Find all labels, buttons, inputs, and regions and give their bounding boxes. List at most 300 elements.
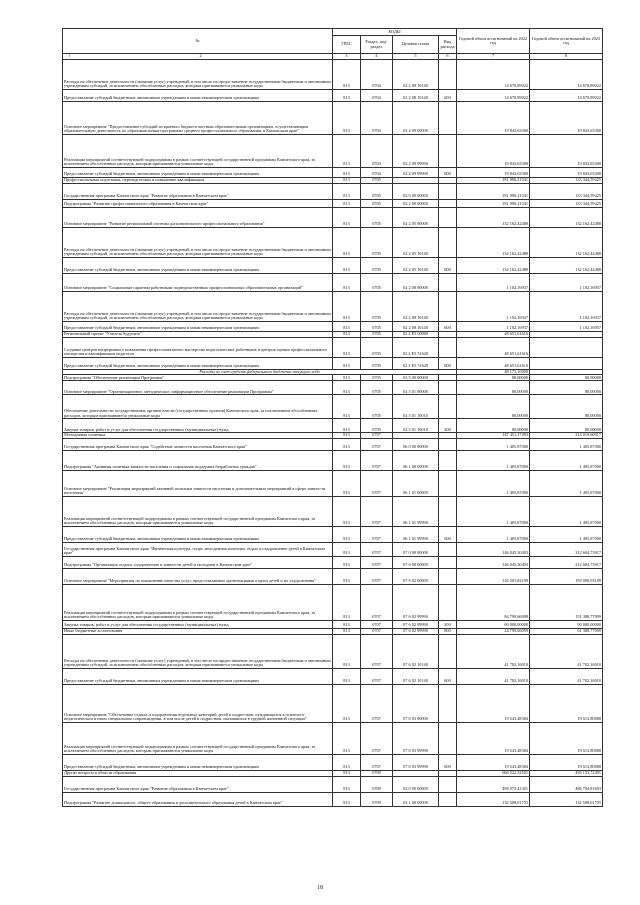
row-amount-2023: 133 344,59425 [530, 183, 603, 199]
row-amount-2022: 48 651,61616 [457, 331, 530, 337]
row-amount-2023: 1 405,87000 [530, 526, 603, 542]
row-grbs: 813 [333, 227, 361, 257]
row-name: Предоставление субсидий бюджетным, автономным учреждениям и иным некоммерческим организациям [63, 357, 333, 369]
row-grbs: 813 [333, 542, 361, 556]
row-name: Реализация мероприятий соответствующей подпрограммы в рамках соответствующей государственной программы Камчатского края, за исключением обособленных расходов, которым присваиваются уникальные коды [63, 134, 333, 167]
row-section: 0707 [361, 496, 393, 526]
row-amount-2022: 48 651,61616 [457, 337, 530, 357]
row-grbs: 813 [333, 470, 361, 496]
row-expense-type: 200 [439, 419, 457, 433]
row-amount-2023: 80,00000 [530, 381, 603, 395]
row-target-article: 02 2 09 99990 [393, 167, 439, 177]
row-amount-2023: 495 153,72491 [530, 770, 603, 776]
row-amount-2022: 80,00000 [457, 381, 530, 395]
header-expense-type: Вид расхода [439, 36, 457, 54]
row-target-article: 06 1 01 99990 [393, 496, 439, 526]
row-name: Подпрограмма "Обеспечение реализации Программы" [63, 375, 333, 381]
row-amount-2022: 1 405,87000 [457, 450, 530, 470]
row-amount-2022: 1 102,16937 [457, 291, 530, 321]
row-target-article: 02 5 01 10010 [393, 419, 439, 433]
row-amount-2022: 84 799,66099 [457, 584, 530, 620]
column-number: 4 [361, 54, 393, 60]
row-expense-type [439, 227, 457, 257]
row-amount-2023: 19 843,63300 [530, 134, 603, 167]
row-amount-2023: 14 670,89022 [530, 59, 603, 89]
row-section: 0705 [361, 321, 393, 331]
row-section: 0705 [361, 177, 393, 183]
row-expense-type [439, 101, 457, 134]
row-name: Подпрограмма "Организация отдыха, оздоровления и занятости детей и молодежи в Камчатском крае" [63, 556, 333, 568]
row-name: Предоставление субсидий бюджетным, автономным учреждениям и иным некоммерческим организациям [63, 89, 333, 101]
row-target-article: 02 2 00 00000 [393, 199, 439, 207]
table-row [63, 568, 603, 584]
row-section: 0707 [361, 433, 393, 439]
row-section: 0707 [361, 450, 393, 470]
row-name: Расходы на обеспечение деятельности (оказание услуг) учреждений, в том числе на предоставление государственным бюджетным и автономным учреждениям субсидий, за исключением обособленных расходов, которым присваиваются уникальные коды [63, 227, 333, 257]
table-row [63, 273, 603, 291]
row-expense-type: 600 [439, 754, 457, 770]
row-expense-type: 600 [439, 257, 457, 273]
row-name: Предоставление субсидий бюджетным, автономным учреждениям и иным некоммерческим организациям [63, 257, 333, 273]
row-grbs: 813 [333, 167, 361, 177]
row-section: 0707 [361, 556, 393, 568]
row-name: Профессиональная подготовка, переподготовка и повышение квалификации [63, 177, 333, 183]
header-2023: Годовой объем ассигнований на 2023 год [530, 29, 603, 54]
row-name: Иные бюджетные ассигнования [63, 628, 333, 634]
row-grbs: 813 [333, 792, 361, 806]
row-target-article: 07 6 02 10140 [393, 668, 439, 684]
table-row [63, 337, 603, 357]
table-row [63, 134, 603, 167]
row-amount-2022: 1 102,16937 [457, 321, 530, 331]
row-section: 0705 [361, 381, 393, 395]
row-name: Основное мероприятие "Обеспечение отдыха и оздоровления отдельных категорий детей и подростков, нуждающихся в психолого-педагогическом и ином специальном сопровождении, в том числе детей и подростков, оказавшихся в трудной жизненной ситуации" [63, 684, 333, 722]
row-amount-2022: 60 000,00000 [457, 620, 530, 628]
row-amount-2023 [530, 357, 603, 369]
row-amount-2023: 1 102,16937 [530, 273, 603, 291]
budget-table [62, 28, 603, 807]
table-row [63, 754, 603, 770]
row-grbs: 813 [333, 754, 361, 770]
row-amount-2023: 1 405,87000 [530, 470, 603, 496]
row-name: Основное мероприятие "Организационное, методическое, информационное обеспечение реализации Программы" [63, 381, 333, 395]
row-grbs: 813 [333, 770, 361, 776]
row-expense-type [439, 395, 457, 419]
row-section: 0704 [361, 167, 393, 177]
row-amount-2023: 80,00000 [530, 375, 603, 381]
row-expense-type [439, 183, 457, 199]
row-grbs: 813 [333, 776, 361, 792]
table-row [63, 526, 603, 542]
row-section: 0709 [361, 770, 393, 776]
row-section: 0705 [361, 337, 393, 357]
row-section: 0704 [361, 101, 393, 134]
row-amount-2023: 214 010,60917 [530, 433, 603, 439]
row-grbs: 813 [333, 634, 361, 668]
row-target-article: 02 2 05 10140 [393, 257, 439, 273]
header-grbs: ГРБС [333, 36, 361, 54]
row-target-article: 07 6 02 99990 [393, 584, 439, 620]
row-amount-2022: 1 405,87000 [457, 496, 530, 526]
row-amount-2022: 1 102,16937 [457, 273, 530, 291]
row-target-article: 07 0 00 00000 [393, 542, 439, 556]
page-number: 18 [317, 885, 323, 891]
table-row [63, 542, 603, 556]
row-name: Предоставление субсидий бюджетным, автономным учреждениям и иным некоммерческим организациям [63, 321, 333, 331]
row-expense-type [439, 584, 457, 620]
row-amount-2022: 132 508,01755 [457, 792, 530, 806]
row-grbs: 813 [333, 722, 361, 754]
row-amount-2022: 132 162,42488 [457, 207, 530, 227]
budget-sheet [62, 28, 602, 807]
table-row [63, 257, 603, 273]
column-number: 7 [457, 54, 530, 60]
row-expense-type: 600 [439, 89, 457, 101]
table-row [63, 381, 603, 395]
row-target-article: 06 1 01 00000 [393, 470, 439, 496]
table-row [63, 321, 603, 331]
row-section: 0707 [361, 584, 393, 620]
row-amount-2022: 126 501,82109 [457, 568, 530, 584]
row-amount-2022: 41 702,16010 [457, 634, 530, 668]
row-amount-2022: 48 651,61616 [457, 357, 530, 369]
row-amount-2023: 132 162,42488 [530, 227, 603, 257]
row-amount-2023 [530, 337, 603, 357]
row-target-article: 07 6 02 99990 [393, 628, 439, 634]
row-amount-2022: 14 670,89022 [457, 89, 530, 101]
row-name: Предоставление субсидий бюджетным, автономным учреждениям и иным некоммерческим организациям [63, 754, 333, 770]
row-expense-type: 600 [439, 167, 457, 177]
row-target-article: 07 6 00 00000 [393, 556, 439, 568]
table-row [63, 792, 603, 806]
row-expense-type [439, 59, 457, 89]
row-grbs: 813 [333, 496, 361, 526]
note-text: Расходы за счет средств федерального бюджета текущего года [63, 369, 457, 375]
row-expense-type [439, 556, 457, 568]
row-expense-type [439, 199, 457, 207]
row-name: Расходы на обеспечение деятельности (оказание услуг) учреждений, в том числе на предоставление государственным бюджетным и автономным учреждениям субсидий, за исключением обособленных расходов, которым присваиваются уникальные коды [63, 634, 333, 668]
row-grbs: 813 [333, 375, 361, 381]
row-amount-2022: 14 670,89022 [457, 59, 530, 89]
row-grbs: 813 [333, 668, 361, 684]
row-name: Основное мероприятие "Мероприятия по повышению качества услуг, предоставляемых организациями отдыха детей и их оздоровления" [63, 568, 333, 584]
row-name: Реализация мероприятий соответствующей подпрограммы в рамках соответствующей государственной программы Камчатского края, за исключением обособленных расходов, которым присваиваются уникальные коды [63, 722, 333, 754]
row-target-article: 06 1 00 00000 [393, 450, 439, 470]
row-section: 0707 [361, 634, 393, 668]
row-grbs: 813 [333, 568, 361, 584]
header-codes: КОДЫ [333, 29, 457, 36]
row-expense-type [439, 291, 457, 321]
row-grbs: 813 [333, 433, 361, 439]
row-amount-2023: 132 162,42488 [530, 257, 603, 273]
row-name: Реализация мероприятий соответствующей подпрограммы в рамках соответствующей государственной программы Камчатского края, за исключением обособленных расходов, которым присваиваются уникальные коды [63, 584, 333, 620]
row-name: Закупка товаров, работ и услуг для обеспечения государственных (муниципальных) нужд [63, 620, 333, 628]
row-expense-type: 600 [439, 357, 457, 369]
row-name: Основное мероприятие "Предоставление субсидий из краевого бюджета частным образовательным организациям, осуществляющим образовательную деятельность по образовательным программам среднего профессионального образования, в Камчатском крае" [63, 101, 333, 134]
row-amount-2023: 19 513,80808 [530, 754, 603, 770]
row-expense-type [439, 470, 457, 496]
row-grbs: 813 [333, 556, 361, 568]
row-name: Государственная программа Камчатского края "Развитие образования в Камчатском крае" [63, 776, 333, 792]
row-target-article: 07 6 03 00000 [393, 684, 439, 722]
row-name: Основное мероприятие "Развитие региональной системы дополнительного профессионального образования" [63, 207, 333, 227]
row-amount-2022: 1 405,87000 [457, 526, 530, 542]
row-amount-2023: 1 102,16937 [530, 321, 603, 331]
table-row [63, 450, 603, 470]
row-name: Подпрограмма "Развитие дошкольного, общего образования и дополнительного образования детей в Камчатском крае" [63, 792, 333, 806]
row-amount-2022: 146 045,30493 [457, 542, 530, 556]
row-target-article: 02 2 09 99990 [393, 134, 439, 167]
row-expense-type [439, 496, 457, 526]
row-amount-2022: 1 405,87000 [457, 470, 530, 496]
row-grbs: 813 [333, 291, 361, 321]
row-amount-2022: 666 522,32501 [457, 770, 530, 776]
row-section: 0704 [361, 89, 393, 101]
row-target-article: 02 0 00 00000 [393, 183, 439, 199]
row-target-article: 02 2 E5 51620 [393, 357, 439, 369]
row-grbs: 813 [333, 177, 361, 183]
column-number: 5 [393, 54, 439, 60]
table-row [63, 438, 603, 450]
row-section: 0709 [361, 776, 393, 792]
row-name: Закупка товаров, работ и услуг для обеспечения государственных (муниципальных) нужд [63, 419, 333, 433]
row-amount-2023: 151 388,77099 [530, 584, 603, 620]
row-section: 0707 [361, 754, 393, 770]
table-row [63, 584, 603, 620]
row-section: 0707 [361, 722, 393, 754]
row-amount-2022: 19 543,48384 [457, 684, 530, 722]
row-amount-2022: 132 162,42488 [457, 257, 530, 273]
row-grbs: 813 [333, 450, 361, 470]
column-number: 1 [68, 53, 71, 58]
row-amount-2023: 41 702,16010 [530, 668, 603, 684]
row-section: 0707 [361, 542, 393, 556]
column-number: 2 [199, 53, 202, 58]
row-section: 0705 [361, 273, 393, 291]
row-amount-2022: 80,00000 [457, 375, 530, 381]
budget-body [63, 54, 603, 807]
table-row [63, 183, 603, 199]
row-name: Реализация мероприятий соответствующей подпрограммы в рамках соответствующей государственной программы Камчатского края, за исключением обособленных расходов, которым присваиваются уникальные коды [63, 496, 333, 526]
row-grbs: 813 [333, 321, 361, 331]
row-section: 0705 [361, 331, 393, 337]
table-row [63, 419, 603, 433]
row-target-article: 02 2 08 00000 [393, 273, 439, 291]
table-row [63, 59, 603, 89]
row-grbs: 813 [333, 684, 361, 722]
table-row [63, 634, 603, 668]
table-row [63, 620, 603, 628]
table-row [63, 776, 603, 792]
table-row [63, 101, 603, 134]
row-expense-type: 600 [439, 668, 457, 684]
row-amount-2022: 41 702,16010 [457, 668, 530, 684]
row-amount-2023: 132 508,01755 [530, 792, 603, 806]
row-target-article: 02 2 05 10140 [393, 227, 439, 257]
row-amount-2022: 181 996,21041 [457, 183, 530, 199]
row-name: Основное мероприятие "Социальные гарантии работникам подведомственных профессиональных образовательных организаций" [63, 273, 333, 291]
row-grbs: 813 [333, 381, 361, 395]
row-grbs: 813 [333, 331, 361, 337]
header-number: № [63, 29, 333, 54]
row-expense-type [439, 337, 457, 357]
header-target-article: Целевая статья [393, 36, 439, 54]
row-expense-type [439, 438, 457, 450]
row-amount-2022: 19 543,48384 [457, 754, 530, 770]
row-grbs: 813 [333, 207, 361, 227]
row-name: Создание центров непрерывного повышения профессионального мастерства педагогических работников и центров оценки профессионального мастерства и квалификации педагогов [63, 337, 333, 357]
row-expense-type [439, 134, 457, 167]
row-target-article: 02 2 09 00000 [393, 101, 439, 134]
row-amount-2023: 132 162,42488 [530, 207, 603, 227]
row-name: Региональный проект "Учитель будущего" [63, 331, 333, 337]
row-section: 0705 [361, 227, 393, 257]
row-grbs: 813 [333, 584, 361, 620]
row-name: Подпрограмма "Развитие профессионального образования в Камчатском крае" [63, 199, 333, 207]
row-grbs: 813 [333, 357, 361, 369]
row-expense-type: 800 [439, 628, 457, 634]
row-name: Предоставление субсидий бюджетным, автономным учреждениям и иным некоммерческим организациям [63, 526, 333, 542]
row-amount-2023: 14 670,89022 [530, 89, 603, 101]
row-amount-2023: 19 513,80808 [530, 684, 603, 722]
table-row [63, 496, 603, 526]
table-row [63, 357, 603, 369]
row-section: 0704 [361, 59, 393, 89]
row-amount-2022: 132 162,42488 [457, 227, 530, 257]
row-target-article: 02 5 01 00000 [393, 381, 439, 395]
row-amount-2023: 90 000,00000 [530, 620, 603, 628]
row-section: 0705 [361, 257, 393, 273]
row-amount-2022: 19 843,63300 [457, 101, 530, 134]
row-target-article: 06 0 00 00000 [393, 438, 439, 450]
row-expense-type: 600 [439, 321, 457, 331]
row-amount-2023: 133 344,59425 [530, 199, 603, 207]
row-section: 0705 [361, 183, 393, 199]
row-expense-type [439, 722, 457, 754]
row-target-article: 07 6 03 99990 [393, 754, 439, 770]
row-grbs: 813 [333, 101, 361, 134]
row-amount-2022: 19 843,63300 [457, 167, 530, 177]
row-amount-2022: 1 405,87000 [457, 438, 530, 450]
row-expense-type [439, 450, 457, 470]
row-section: 0707 [361, 684, 393, 722]
table-row [63, 291, 603, 321]
row-section: 0705 [361, 291, 393, 321]
column-number: 8 [530, 54, 603, 60]
row-target-article: 02 2 05 00000 [393, 207, 439, 227]
table-row [63, 470, 603, 496]
header-section: Раздел, под- раздел [361, 36, 393, 54]
row-grbs: 813 [333, 59, 361, 89]
row-name: Основное мероприятие "Реализация мероприятий активной политики занятости населения и дополнительных мероприятий в сфере занятости населения" [63, 470, 333, 496]
row-target-article: 02 2 08 10140 [393, 89, 439, 101]
row-amount-2022: 181 996,21041 [457, 177, 530, 183]
row-grbs: 813 [333, 526, 361, 542]
row-amount-2023: 212 604,73917 [530, 542, 603, 556]
row-amount-2022: 181 996,21041 [457, 199, 530, 207]
row-expense-type [439, 207, 457, 227]
row-target-article: 07 6 02 10140 [393, 634, 439, 668]
row-section: 0707 [361, 438, 393, 450]
row-target-article: 02 5 01 10010 [393, 395, 439, 419]
row-amount-2023: 1 102,16937 [530, 291, 603, 321]
row-amount-2023: 19 843,63300 [530, 101, 603, 134]
row-section: 0705 [361, 207, 393, 227]
row-amount-2022: 19 543,48384 [457, 722, 530, 754]
row-amount-2023: 486 704,81693 [530, 776, 603, 792]
table-row [63, 167, 603, 177]
note-amount: 48 173,10000 [457, 369, 530, 375]
row-amount-2022: 498 073,41301 [457, 776, 530, 792]
row-expense-type [439, 634, 457, 668]
row-section: 0707 [361, 526, 393, 542]
row-amount-2023: 133 344,59425 [530, 177, 603, 183]
row-expense-type [439, 381, 457, 395]
row-name: Предоставление субсидий бюджетным, автономным учреждениям и иным некоммерческим организациям [63, 167, 333, 177]
row-target-article: 02 0 00 00000 [393, 776, 439, 792]
row-section: 0707 [361, 668, 393, 684]
row-amount-2022: 24 799,66099 [457, 628, 530, 634]
row-amount-2023: 61 388,77099 [530, 628, 603, 634]
row-section: 0705 [361, 375, 393, 381]
row-amount-2022: 146 045,30493 [457, 556, 530, 568]
row-section: 0704 [361, 134, 393, 167]
row-target-article: 07 6 03 99990 [393, 722, 439, 754]
row-grbs: 813 [333, 438, 361, 450]
row-amount-2023: 19 513,80808 [530, 722, 603, 754]
row-section: 0707 [361, 568, 393, 584]
column-number: 6 [439, 54, 457, 60]
row-section: 0707 [361, 620, 393, 628]
row-amount-2022: 147 451,17493 [457, 433, 530, 439]
row-name: Государственная программа Камчатского края "Физическая культура, спорт, молодежная политика, отдых и оздоровление детей в Камчатском крае" [63, 542, 333, 556]
row-grbs: 813 [333, 395, 361, 419]
row-target-article: 02 2 08 10140 [393, 321, 439, 331]
row-section: 0707 [361, 470, 393, 496]
row-target-article: 07 6 02 00000 [393, 568, 439, 584]
table-row [63, 89, 603, 101]
row-amount-2023: 1 405,87000 [530, 496, 603, 526]
row-section: 0705 [361, 419, 393, 433]
row-amount-2023: 1 405,87000 [530, 438, 603, 450]
row-name: Другие вопросы в области образования [63, 770, 333, 776]
row-name: Подпрограмма "Активная политика занятости населения и социальная поддержка безработных граждан" [63, 450, 333, 470]
row-grbs: 813 [333, 183, 361, 199]
row-expense-type [439, 684, 457, 722]
row-expense-type: 600 [439, 526, 457, 542]
row-target-article: 02 2 E5 00000 [393, 331, 439, 337]
row-target-article: 07 6 02 99990 [393, 620, 439, 628]
row-grbs: 813 [333, 273, 361, 291]
row-amount-2023: 80,00000 [530, 419, 603, 433]
row-amount-2023: 212 604,73917 [530, 556, 603, 568]
row-section: 0707 [361, 628, 393, 634]
table-row [63, 207, 603, 227]
row-name: Обеспечение деятельности государственных органов власти (государственных органов) Камчатского края, за исключением обособленных расходов, которым присваиваются уникальные коды [63, 395, 333, 419]
table-row [63, 199, 603, 207]
row-expense-type [439, 776, 457, 792]
row-grbs: 813 [333, 620, 361, 628]
row-section: 0709 [361, 792, 393, 806]
row-expense-type [439, 273, 457, 291]
row-expense-type [439, 542, 457, 556]
row-name: Государственная программа Камчатского края "Содействие занятости населения Камчатского края" [63, 438, 333, 450]
row-name: Предоставление субсидий бюджетным, автономным учреждениям и иным некоммерческим организациям [63, 668, 333, 684]
row-name: Молодежная политика [63, 433, 333, 439]
row-target-article: 02 5 00 00000 [393, 375, 439, 381]
row-target-article: 02 1 00 00000 [393, 792, 439, 806]
row-target-article: 02 2 08 10140 [393, 291, 439, 321]
